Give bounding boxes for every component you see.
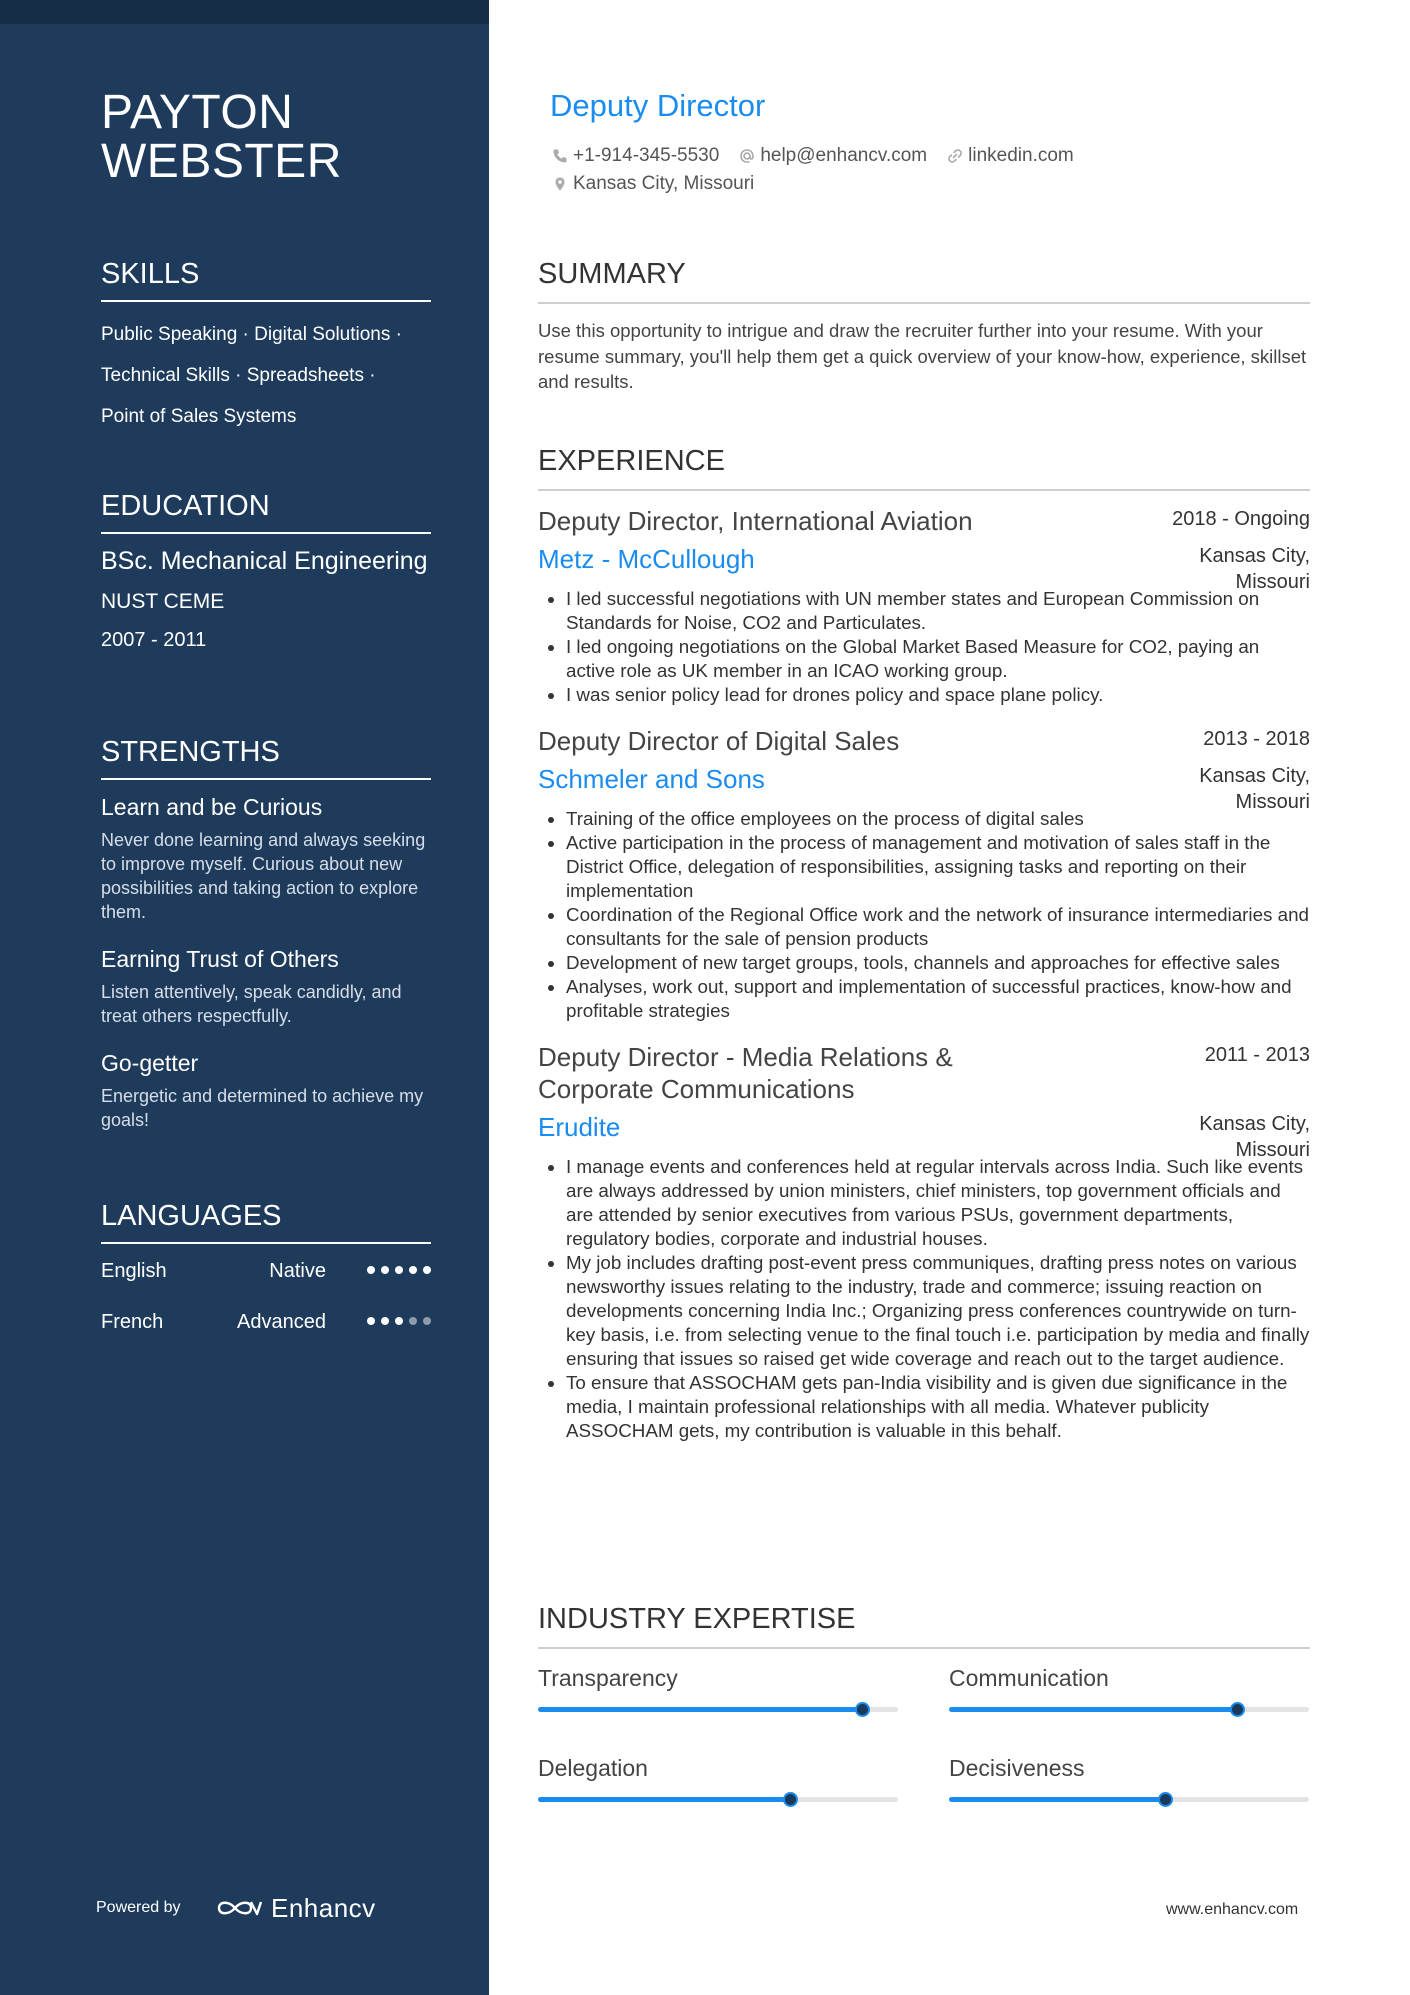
sidebar-top-bar: [0, 0, 489, 24]
expertise-name: Communication: [949, 1665, 1109, 1691]
rating-dot-filled: [381, 1266, 389, 1274]
expertise-bar: [538, 1707, 898, 1712]
experience-subheader: [538, 1111, 1310, 1161]
name-first: PAYTON: [101, 86, 294, 139]
location-pin-icon: [552, 176, 568, 192]
expertise-bar: [949, 1797, 1309, 1802]
location-line: Missouri: [1235, 1139, 1310, 1161]
strength-title: Earning Trust of Others: [101, 946, 339, 972]
bullet-item: • Active participation in the process of management and motivation of sales staff in the District Office, delegation of responsibilities, assigning tasks and reporting on their implementation: [566, 831, 1310, 903]
bullet-item: • Coordination of the Regional Office work and the network of insurance intermediaries and consultants for the sale of pension products: [566, 903, 1310, 951]
education-degree: BSc. Mechanical Engineering: [101, 547, 428, 575]
location-line: Missouri: [1235, 571, 1310, 593]
language-level: Advanced: [237, 1311, 326, 1333]
experience-bullets: [538, 807, 1310, 1023]
expertise-item: [538, 1753, 898, 1802]
experience-company: Metz - McCullough: [538, 544, 755, 574]
skills-section: [101, 256, 431, 437]
phone-icon: [552, 148, 568, 164]
main-content: [538, 0, 1310, 1995]
rating-dot-empty: [423, 1317, 431, 1325]
language-name: French: [101, 1311, 164, 1333]
enhancv-logo-icon: [215, 1896, 263, 1920]
experience-company: Erudite: [538, 1112, 621, 1142]
strength-description: Listen attentively, speak candidly, and treat others respectfully.: [101, 982, 402, 1026]
expertise-item: [538, 1663, 898, 1712]
location-contact: [552, 170, 754, 198]
candidate-name: [101, 88, 342, 186]
rating-dot-filled: [395, 1266, 403, 1274]
email-contact[interactable]: [739, 142, 927, 170]
strength-description: Never done learning and always seeking to improve myself. Curious about new possibilities and taking action to explore them.: [101, 830, 426, 922]
bullet-item: • My job includes drafting post-event press communiques, drafting press notes on various newsworthy issues relating to the industry, trade and commerce; issuing reaction on developments concerning India Inc.; Organizing press conferences countrywide on turn-key basis, i.e. from selecting venue to the final touch i.e. participation by media and finally ensuring that issues so raised get wide coverage and reach out to the target audience.: [566, 1251, 1310, 1371]
location-line: Kansas City,: [1199, 1113, 1310, 1135]
experience-dates: 2013 - 2018: [1203, 728, 1310, 750]
rating-dot-empty: [409, 1317, 417, 1325]
languages-heading: LANGUAGES: [101, 1198, 431, 1244]
summary-heading: SUMMARY: [538, 256, 1310, 304]
expertise-bar-fill: [538, 1797, 790, 1802]
experience-heading: EXPERIENCE: [538, 443, 1310, 491]
skills-line: Public Speaking · Digital Solutions ·: [101, 324, 402, 345]
expertise-grid: [538, 1663, 1310, 1833]
experience-role: Deputy Director, International Aviation: [538, 506, 973, 536]
expertise-name: Delegation: [538, 1755, 648, 1781]
expertise-bar-fill: [949, 1797, 1165, 1802]
experience-location: [1199, 763, 1310, 815]
contact-line: [552, 170, 1094, 198]
experience-role: Deputy Director of Digital Sales: [538, 726, 900, 756]
experience-location: [1199, 543, 1310, 595]
experience-bullets: [538, 587, 1310, 707]
phone-contact[interactable]: [552, 142, 719, 170]
strength-item: [101, 944, 431, 1028]
experience-item: [538, 1041, 1310, 1443]
languages-section: [101, 1198, 431, 1358]
experience-header: [538, 505, 1310, 537]
powered-by-label: Powered by: [96, 1899, 181, 1916]
skills-list: [101, 314, 431, 437]
location-line: Kansas City,: [1199, 765, 1310, 787]
name-last: WEBSTER: [101, 135, 342, 188]
location-text: Kansas City, Missouri: [573, 173, 755, 194]
expertise-bar-fill: [949, 1707, 1237, 1712]
bullet-item: • I led successful negotiations with UN member states and European Commission on Standards for Noise, CO2 and Particulates.: [566, 587, 1310, 635]
strengths-heading: STRENGTHS: [101, 734, 431, 780]
bullet-item: • Analyses, work out, support and implementation of successful practices, know-how and profitable strategies: [566, 975, 1310, 1023]
location-line: Missouri: [1235, 791, 1310, 813]
phone-number: +1-914-345-5530: [573, 145, 720, 166]
rating-dot-filled: [367, 1266, 375, 1274]
email-address: help@enhancv.com: [760, 145, 928, 166]
experience-header: [538, 725, 1310, 757]
expertise-item: [949, 1663, 1309, 1712]
linkedin-contact[interactable]: [947, 142, 1074, 170]
language-row: [101, 1307, 431, 1358]
expertise-bar: [538, 1797, 898, 1802]
expertise-bar-fill: [538, 1707, 862, 1712]
language-row: [101, 1256, 431, 1307]
expertise-bar-knob: [1158, 1792, 1173, 1807]
job-title: Deputy Director: [550, 88, 766, 123]
rating-dot-filled: [367, 1317, 375, 1325]
strength-item: [101, 1048, 431, 1132]
rating-dot-filled: [423, 1266, 431, 1274]
rating-dot-filled: [381, 1317, 389, 1325]
bullet-item: • I was senior policy lead for drones policy and space plane policy.: [566, 683, 1310, 707]
footer-url[interactable]: www.enhancv.com: [1166, 1901, 1299, 1918]
experience-subheader: [538, 543, 1310, 593]
experience-bullets: [538, 1155, 1310, 1443]
expertise-name: Transparency: [538, 1665, 678, 1691]
contact-info: [552, 142, 1094, 198]
expertise-name: Decisiveness: [949, 1755, 1085, 1781]
skills-heading: SKILLS: [101, 256, 431, 302]
enhancv-brand-text: Enhancv: [271, 1892, 376, 1923]
strengths-section: [101, 734, 431, 1152]
bullet-item: • I led ongoing negotiations on the Global Market Based Measure for CO2, paying an active role as UK member in an ICAO working group.: [566, 635, 1310, 683]
education-school: NUST CEME: [101, 590, 225, 613]
strength-title: Go-getter: [101, 1050, 199, 1076]
strength-item: [101, 792, 431, 924]
link-icon: [947, 148, 963, 164]
experience-location: [1199, 1111, 1310, 1163]
expertise-bar-knob: [855, 1702, 870, 1717]
bullet-item: • I manage events and conferences held at regular intervals across India. Such like events are always addressed by union ministers, chief ministers, top government officials and are attended by senior executives from various PSUs, government departments, regulatory bodies, corporate and industrial houses.: [566, 1155, 1310, 1251]
rating-dot-filled: [395, 1317, 403, 1325]
rating-dot-filled: [409, 1266, 417, 1274]
contact-line: [552, 142, 1094, 170]
bullet-item: • To ensure that ASSOCHAM gets pan-India visibility and is given due significance in the media, I maintain professional relationships with all media. Whatever publicity ASSOCHAM gets, my contribution is valuable in this behalf.: [566, 1371, 1310, 1443]
language-name: English: [101, 1260, 167, 1282]
expertise-bar: [949, 1707, 1309, 1712]
experience-item: [538, 505, 1310, 707]
experience-section: [538, 443, 1310, 1461]
expertise-item: [949, 1753, 1309, 1802]
language-level: Native: [269, 1260, 326, 1282]
expertise-bar-knob: [1230, 1702, 1245, 1717]
skills-line: Technical Skills · Spreadsheets ·: [101, 365, 376, 386]
language-rating: [361, 1266, 431, 1276]
summary-section: [538, 256, 1310, 395]
expertise-section: [538, 1601, 1310, 1833]
education-dates: 2007 - 2011: [101, 629, 207, 651]
bullet-item: • Training of the office employees on the process of digital sales: [566, 807, 1310, 831]
skills-line: Point of Sales Systems: [101, 406, 297, 427]
at-icon: [739, 148, 755, 164]
experience-header: [538, 1041, 1310, 1105]
experience-dates: 2011 - 2013: [1204, 1044, 1310, 1066]
education-section: [101, 488, 431, 653]
experience-item: [538, 725, 1310, 1023]
location-line: Kansas City,: [1199, 545, 1310, 567]
experience-dates: 2018 - Ongoing: [1172, 508, 1310, 530]
strength-description: Energetic and determined to achieve my goals!: [101, 1086, 424, 1130]
experience-company: Schmeler and Sons: [538, 764, 765, 794]
expertise-heading: INDUSTRY EXPERTISE: [538, 1601, 1310, 1649]
sidebar: [0, 0, 489, 1995]
bullet-item: • Development of new target groups, tools, channels and approaches for effective sales: [566, 951, 1310, 975]
language-rating: [361, 1317, 431, 1327]
summary-text: Use this opportunity to intrigue and draw the recruiter further into your resume. With your resume summary, you'll help them get a quick overview of your know-how, experience, skillset and results.: [538, 320, 1307, 392]
education-heading: EDUCATION: [101, 488, 431, 534]
strength-title: Learn and be Curious: [101, 794, 323, 820]
enhancv-logo[interactable]: [215, 1890, 376, 1926]
expertise-bar-knob: [783, 1792, 798, 1807]
linkedin-url: linkedin.com: [968, 145, 1074, 166]
experience-role: Deputy Director - Media Relations & Corporate Communications: [538, 1042, 953, 1104]
experience-subheader: [538, 763, 1310, 813]
